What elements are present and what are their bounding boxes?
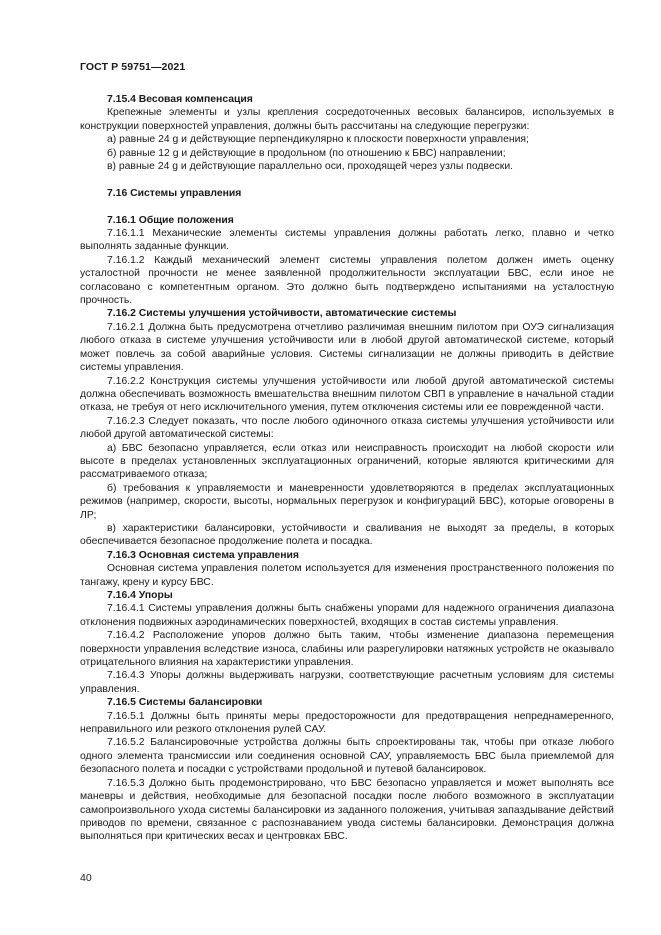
section-heading: 7.16.1 Общие положения [107, 214, 234, 226]
paragraph: Основная система управления полетом используется для изменения пространственного положения по тангажу, крену и курсу БВС. [80, 563, 614, 588]
paragraph: 7.16.4.3 Упоры должны выдерживать нагрузки, соответствующие расчетным условиям для системы управления. [80, 670, 614, 695]
section-heading: 7.16 Системы управления [107, 187, 242, 199]
paragraph: 7.16.1.1 Механические элементы системы управления должны работать легко, плавно и четко выполнять заданные функции. [80, 228, 614, 253]
paragraph: 7.16.2.2 Конструкция системы улучшения устойчивости или любой другой автоматической системы должна обеспечивать возможность вмешательства внешним пилотом СВП в управление в начальной стадии отказа, не требуя от него исключительного умения, путем отключения системы или ее поврежденной части. [80, 375, 614, 414]
section-heading: 7.15.4 Весовая компенсация [107, 94, 253, 105]
paragraph: 7.16.5.3 Должно быть продемонстрировано, что БВС безопасно управляется и может выполнять все маневры и действия, необходимые для безопасной посадки после любого возможного в эксплуатации самопроизвольного ухода системы балансировки из заданного положения, учитывая запаздывание действий приводов по времени, связанное с распознаванием увода системы балансировки. Демонстрация должна выполняться при критических весах и центровках БВС. [80, 777, 614, 843]
paragraph: 7.16.4.2 Расположение упоров должно быть таким, чтобы изменение диапазона перемещения поверхности управления вследствие износа, слабины или разрегулировки натяжных устройств не оказывало отрицательного влияния на характеристики управления. [80, 630, 614, 669]
document-body [80, 93, 614, 844]
paragraph: 7.16.2.3 Следует показать, что после любого одиночного отказа системы улучшения устойчивости или любой другой автоматической системы: [80, 415, 614, 441]
paragraph: 7.16.2.1 Должна быть предусмотрена отчетливо различимая внешним пилотом при ОУЭ сигнализация любого отказа в системе улучшения устойчивости или в любой другой автоматической системе, который может повлечь за собой аварийные условия. Системы сигнализации не должны приводить в действие системы управления. [80, 321, 614, 374]
section-heading: 7.16.5 Системы балансировки [107, 697, 263, 709]
paragraph: а) БВС безопасно управляется, если отказ или неисправность происходит на любой скорости или высоте в пределах установленных эксплуатационных ограничений, которые являются критическими для рассматриваемого отказа; [80, 442, 614, 481]
section-heading: 7.16.3 Основная система управления [107, 549, 299, 561]
paragraph: 7.16.4.1 Системы управления должны быть снабжены упорами для надежного ограничения диапазона отклонения подвижных аэродинамических поверхностей, входящих в состав системы управления. [80, 603, 614, 628]
document-header: ГОСТ Р 59751—2021 [80, 61, 186, 73]
list-item: в) равные 24 g и действующие параллельно оси, проходящей через узлы подвески. [107, 161, 514, 173]
paragraph: 7.16.5.2 Балансировочные устройства должны быть спроектированы так, чтобы при отказе любого одного элемента трансмиссии или соединения основной САУ, управляемость БВС была приемлемой для безопасного полета и посадки с устройствами продольной и путевой балансировок. [80, 737, 614, 776]
paragraph: в) характеристики балансировки, устойчивости и сваливания не выходят за пределы, в которых обеспечивается безопасное продолжение полета и посадка. [80, 522, 614, 548]
list-item: б) равные 12 g и действующие в продольном (по отношению к БВС) направлении; [107, 147, 506, 159]
paragraph: б) требования к управляемости и маневренности удовлетворяются в пределах эксплуатационных режимов (например, скорости, высоты, нормальных перегрузок и конфигураций БВС), которые оговорены в ЛР; [80, 482, 614, 521]
page-number: 40 [80, 872, 92, 884]
section-heading: 7.16.4 Упоры [107, 590, 173, 601]
section-heading: 7.16.2 Системы улучшения устойчивости, автоматические системы [107, 308, 457, 320]
paragraph: 7.16.1.2 Каждый механический элемент системы управления полетом должен иметь оценку усталостной прочности не менее заявленной продолжительности эксплуатации БВС, если иное не согласовано с компетентным органом. Это должно быть подтверждено испытаниями на усталостную прочность. [80, 254, 614, 307]
paragraph: Крепежные элементы и узлы крепления сосредоточенных весовых балансиров, используемых в конструкции поверхностей управления, должны быть рассчитаны на следующие перегрузки: [80, 107, 614, 132]
list-item: а) равные 24 g и действующие перпендикулярно к плоскости поверхности управления; [107, 134, 529, 146]
paragraph: 7.16.5.1 Должны быть приняты меры предосторожности для предотвращения непреднамеренного, неправильного или резкого отклонения рулей САУ. [80, 710, 614, 736]
